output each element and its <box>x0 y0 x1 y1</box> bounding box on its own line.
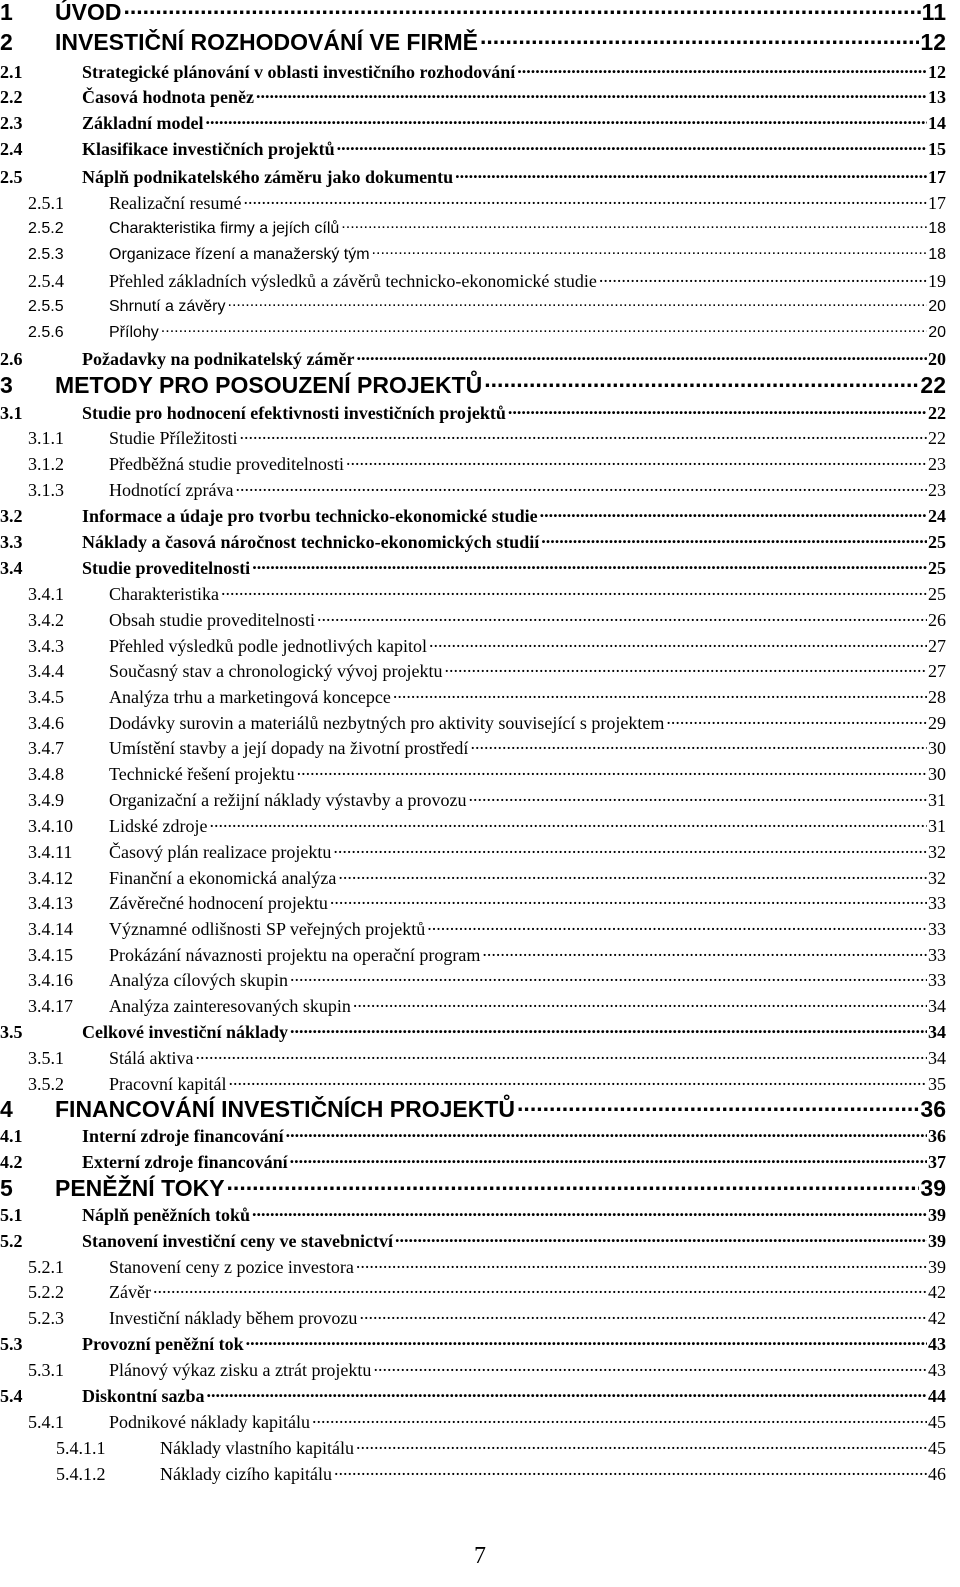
toc-entry[interactable] <box>0 556 946 579</box>
toc-entry-page: 29 <box>928 713 946 733</box>
toc-entry-title: Náklady vlastního kapitálu <box>160 1438 354 1458</box>
toc-entry[interactable] <box>28 634 946 657</box>
dot-leader <box>238 426 928 444</box>
toc-entry-title: Časová hodnota peněz <box>82 87 255 107</box>
toc-entry-number: 3.4.7 <box>28 738 109 759</box>
toc-entry[interactable] <box>0 1020 946 1043</box>
toc-entry-page: 12 <box>920 29 946 55</box>
dot-leader <box>205 1384 927 1402</box>
dot-leader <box>250 1203 927 1221</box>
toc-entry[interactable] <box>0 530 946 553</box>
toc-entry-number: 3.4.14 <box>28 919 109 940</box>
dot-leader <box>331 840 927 858</box>
toc-entry-number: 4.1 <box>0 1126 82 1147</box>
toc-entry[interactable] <box>0 347 946 370</box>
toc-entry[interactable] <box>28 478 946 501</box>
toc-entry-page: 45 <box>928 1438 946 1458</box>
toc-entry-title: Stálá aktiva <box>109 1048 194 1068</box>
toc-entry-number: 2.5.4 <box>28 271 109 292</box>
toc-entry-number: 5 <box>0 1175 55 1202</box>
toc-entry-number: 3.4 <box>0 558 82 579</box>
dot-leader <box>478 27 919 50</box>
toc-entry-number: 2.6 <box>0 349 82 370</box>
toc-entry-page: 24 <box>928 506 946 526</box>
dot-leader <box>539 530 927 548</box>
toc-entry-title: Analýza trhu a marketingová koncepce <box>109 687 391 707</box>
toc-entry-page: 25 <box>928 532 946 552</box>
toc-entry-title: Obsah studie proveditelnosti <box>109 610 315 630</box>
dot-leader <box>339 217 927 233</box>
toc-entry-page: 28 <box>928 687 946 707</box>
toc-entry-title: Realizační resumé <box>109 193 242 213</box>
toc-entry[interactable] <box>28 917 946 940</box>
toc-entry-page: 33 <box>928 893 946 913</box>
toc-entry-page: 34 <box>928 996 946 1016</box>
toc-entry-number: 3 <box>0 372 55 399</box>
dot-leader <box>225 1173 920 1196</box>
toc-entry-title: Současný stav a chronologický vývoj projektu <box>109 661 443 681</box>
toc-entry[interactable] <box>0 27 946 56</box>
toc-entry-title: Interní zdroje financování <box>82 1126 284 1146</box>
toc-entry[interactable] <box>28 321 946 342</box>
toc-entry[interactable] <box>28 762 946 785</box>
toc-entry-page: 26 <box>928 610 946 630</box>
toc-entry-page: 14 <box>928 113 946 133</box>
toc-entry-number: 3.1.2 <box>28 454 109 475</box>
toc-entry-number: 2 <box>0 29 55 56</box>
toc-entry-number: 5.2 <box>0 1231 82 1252</box>
toc-entry-number: 5.1 <box>0 1205 82 1226</box>
dot-leader <box>288 968 927 986</box>
dot-leader <box>427 634 927 652</box>
toc-entry-number: 3.4.13 <box>28 893 109 914</box>
dot-leader <box>295 762 927 780</box>
dot-leader <box>515 60 927 78</box>
toc-entry-page: 22 <box>928 428 946 448</box>
toc-entry-number: 3.1.3 <box>28 480 109 501</box>
toc-entry-number: 5.4.1.2 <box>56 1464 160 1485</box>
toc-entry[interactable] <box>28 1280 946 1303</box>
toc-entry-number: 5.4.1.1 <box>56 1438 160 1459</box>
toc-entry-number: 2.4 <box>0 139 82 160</box>
toc-entry-page: 22 <box>928 403 946 423</box>
toc-entry-number: 5.2.1 <box>28 1257 109 1278</box>
toc-entry-number: 3.2 <box>0 506 82 527</box>
toc-entry-title: Prokázání návaznosti projektu na operační program <box>109 945 481 965</box>
toc-entry-number: 3.4.9 <box>28 790 109 811</box>
dot-leader <box>288 1020 927 1038</box>
toc-entry-page: 34 <box>928 1022 946 1042</box>
toc-entry[interactable] <box>0 1173 946 1202</box>
dot-leader <box>538 504 927 522</box>
toc-entry[interactable] <box>28 582 946 605</box>
toc-entry-page: 20 <box>928 324 946 341</box>
toc-entry[interactable] <box>28 217 946 238</box>
toc-entry-title: Informace a údaje pro tvorbu technicko-ekonomické studie <box>82 506 538 526</box>
dot-leader <box>370 243 928 259</box>
toc-entry[interactable] <box>28 426 946 449</box>
toc-entry[interactable] <box>0 1094 946 1123</box>
toc-entry-page: 34 <box>928 1048 946 1068</box>
toc-entry-number: 3.4.17 <box>28 996 109 1017</box>
toc-entry-number: 3.4.8 <box>28 764 109 785</box>
toc-entry-page: 33 <box>928 919 946 939</box>
toc-entry-number: 3.5.2 <box>28 1074 109 1095</box>
toc-entry[interactable] <box>0 1203 946 1226</box>
dot-leader <box>284 1124 927 1142</box>
toc-entry-number: 5.2.2 <box>28 1282 109 1303</box>
toc-entry[interactable] <box>28 840 946 863</box>
dot-leader <box>357 1306 927 1324</box>
toc-entry-page: 11 <box>921 0 946 25</box>
toc-entry[interactable] <box>0 137 946 160</box>
toc-entry[interactable] <box>0 1384 946 1407</box>
toc-entry-page: 23 <box>928 480 946 500</box>
toc-entry[interactable] <box>0 1332 946 1355</box>
toc-entry-title: FINANCOVÁNÍ INVESTIČNÍCH PROJEKTŮ <box>55 1096 516 1122</box>
toc-entry[interactable] <box>28 295 946 316</box>
toc-entry-number: 3.4.15 <box>28 945 109 966</box>
toc-entry-page: 42 <box>928 1308 946 1328</box>
toc-entry-page: 36 <box>928 1126 946 1146</box>
toc-entry-number: 5.3 <box>0 1334 82 1355</box>
dot-leader <box>204 111 927 129</box>
toc-entry-page: 33 <box>928 945 946 965</box>
toc-entry-page: 39 <box>928 1231 946 1251</box>
toc-entry[interactable] <box>28 1046 946 1069</box>
toc-entry-title: PENĚŽNÍ TOKY <box>55 1175 225 1201</box>
toc-entry-title: Charakteristika firmy a jejích cílů <box>109 220 340 237</box>
toc-entry-page: 13 <box>928 87 946 107</box>
toc-entry-page: 39 <box>928 1205 946 1225</box>
dot-leader <box>332 1462 927 1480</box>
toc-entry-title: Finanční a ekonomická analýza <box>109 868 337 888</box>
toc-entry-page: 25 <box>928 584 946 604</box>
dot-leader <box>354 1436 927 1454</box>
toc-entry-title: Náplň podnikatelského záměru jako dokumentu <box>82 167 454 187</box>
toc-entry-number: 2.5 <box>0 167 82 188</box>
toc-entry[interactable] <box>28 191 946 214</box>
toc-entry-page: 43 <box>928 1360 946 1380</box>
toc-entry-number: 3.5 <box>0 1022 82 1043</box>
toc-entry-page: 31 <box>928 816 946 836</box>
toc-entry[interactable] <box>28 736 946 759</box>
toc-entry-number: 2.5.3 <box>28 246 109 264</box>
toc-entry[interactable] <box>0 1150 946 1173</box>
dot-leader <box>250 556 927 574</box>
toc-entry[interactable] <box>28 685 946 708</box>
toc-entry-page: 33 <box>928 970 946 990</box>
dot-leader <box>482 370 919 393</box>
toc-entry[interactable] <box>28 1255 946 1278</box>
dot-leader <box>151 1280 927 1298</box>
toc-entry-title: Náklady a časová náročnost technicko-ekonomických studií <box>82 532 540 552</box>
toc-entry-number: 2.5.6 <box>28 324 109 342</box>
toc-entry-page: 45 <box>928 1412 946 1432</box>
toc-entry-title: Analýza cílových skupin <box>109 970 288 990</box>
dot-leader <box>344 452 927 470</box>
dot-leader <box>393 1229 927 1247</box>
toc-entry-title: Předběžná studie proveditelnosti <box>109 454 344 474</box>
toc-entry-number: 5.3.1 <box>28 1360 109 1381</box>
toc-entry-page: 20 <box>928 349 946 369</box>
dot-leader <box>425 917 927 935</box>
toc-entry-number: 3.4.3 <box>28 636 109 657</box>
toc-entry-title: Technické řešení projektu <box>109 764 295 784</box>
toc-entry-title: Diskontní sazba <box>82 1386 205 1406</box>
toc-entry[interactable] <box>28 788 946 811</box>
toc-entry-title: Přílohy <box>109 324 159 341</box>
dot-leader <box>288 1150 927 1168</box>
toc-entry-title: Shrnutí a závěry <box>109 298 226 315</box>
toc-entry-page: 23 <box>928 454 946 474</box>
toc-entry-number: 3.5.1 <box>28 1048 109 1069</box>
toc-entry[interactable] <box>0 85 946 108</box>
dot-leader <box>391 685 927 703</box>
dot-leader <box>371 1358 927 1376</box>
toc-entry-title: INVESTIČNÍ ROZHODOVÁNÍ VE FIRMĚ <box>55 29 478 55</box>
toc-entry-title: Podnikové náklady kapitálu <box>109 1412 310 1432</box>
toc-entry[interactable] <box>28 1358 946 1381</box>
toc-entry-page: 15 <box>928 139 946 159</box>
toc-entry-number: 2.2 <box>0 87 82 108</box>
toc-entry-title: Plánový výkaz zisku a ztrát projektu <box>109 1360 372 1380</box>
toc-entry-title: Přehled výsledků podle jednotlivých kapitol <box>109 636 427 656</box>
dot-leader <box>468 736 927 754</box>
toc-entry-number: 4 <box>0 1096 55 1123</box>
toc-entry-page: 27 <box>928 636 946 656</box>
dot-leader <box>506 401 927 419</box>
toc-entry[interactable] <box>28 711 946 734</box>
toc-entry[interactable] <box>28 866 946 889</box>
toc-entry-number: 3.1 <box>0 403 82 424</box>
dot-leader <box>453 165 927 183</box>
dot-leader <box>159 321 927 337</box>
dot-leader <box>241 191 927 209</box>
toc-entry-title: Časový plán realizace projektu <box>109 842 332 862</box>
toc-entry-number: 3.4.11 <box>28 842 109 863</box>
toc-entry-page: 44 <box>928 1386 946 1406</box>
toc-entry-number: 3.4.1 <box>28 584 109 605</box>
toc-entry-title: Závěr <box>109 1282 151 1302</box>
toc-entry-number: 3.4.6 <box>28 713 109 734</box>
toc-entry-title: Umístění stavby a její dopady na životní prostředí <box>109 738 469 758</box>
toc-entry[interactable] <box>0 1229 946 1252</box>
toc-entry-number: 2.5.1 <box>28 193 109 214</box>
dot-leader <box>310 1410 927 1428</box>
toc-entry-page: 17 <box>928 167 946 187</box>
toc-entry[interactable] <box>28 659 946 682</box>
toc-entry[interactable] <box>28 608 946 631</box>
toc-entry-number: 5.2.3 <box>28 1308 109 1329</box>
toc-entry-number: 3.4.5 <box>28 687 109 708</box>
toc-entry-number: 3.4.16 <box>28 970 109 991</box>
toc-entry-title: Lidské zdroje <box>109 816 208 836</box>
dot-leader <box>254 85 927 103</box>
toc-entry-title: Studie pro hodnocení efektivnosti investičních projektů <box>82 403 506 423</box>
toc-entry-title: Strategické plánování v oblasti investičního rozhodování <box>82 62 516 82</box>
toc-entry-page: 42 <box>928 1282 946 1302</box>
dot-leader <box>121 0 920 20</box>
dot-leader <box>315 608 927 626</box>
toc-entry-title: Náplň peněžních toků <box>82 1205 251 1225</box>
toc-entry[interactable] <box>56 1462 946 1485</box>
toc-entry-number: 3.4.12 <box>28 868 109 889</box>
dot-leader <box>354 1255 927 1273</box>
toc-entry-title: Provozní peněžní tok <box>82 1334 244 1354</box>
toc-entry-title: Analýza zainteresovaných skupin <box>109 996 351 1016</box>
toc-entry-title: Externí zdroje financování <box>82 1152 288 1172</box>
dot-leader <box>336 866 927 884</box>
dot-leader <box>226 295 928 311</box>
dot-leader <box>335 137 927 155</box>
page-number: 7 <box>474 1543 486 1569</box>
toc-entry-page: 37 <box>928 1152 946 1172</box>
toc-entry-title: Základní model <box>82 113 204 133</box>
dot-leader <box>355 347 927 365</box>
toc-entry-title: Významné odlišnosti SP veřejných projektů <box>109 919 426 939</box>
toc-entry-title: Náklady cizího kapitálu <box>160 1464 332 1484</box>
dot-leader <box>328 891 927 909</box>
toc-entry-title: Pracovní kapitál <box>109 1074 227 1094</box>
toc-entry-page: 46 <box>928 1464 946 1484</box>
dot-leader <box>226 1072 927 1090</box>
toc-entry[interactable] <box>0 60 946 83</box>
toc-entry-page: 27 <box>928 661 946 681</box>
toc-entry-page: 18 <box>928 246 946 263</box>
dot-leader <box>233 478 927 496</box>
dot-leader <box>193 1046 927 1064</box>
dot-leader <box>467 788 927 806</box>
toc-entry-title: ÚVOD <box>55 0 122 25</box>
toc-entry-page: 36 <box>920 1096 946 1122</box>
toc-entry-number: 1 <box>0 0 55 26</box>
toc-entry[interactable] <box>56 1436 946 1459</box>
toc-entry-number: 2.3 <box>0 113 82 134</box>
dot-leader <box>597 269 927 287</box>
toc-entry-title: Přehled základních výsledků a závěrů technicko-ekonomické studie <box>109 271 597 291</box>
dot-leader <box>664 711 927 729</box>
toc-entry-number: 3.3 <box>0 532 82 553</box>
toc-entry-number: 3.1.1 <box>28 428 109 449</box>
toc-entry[interactable] <box>28 269 946 292</box>
toc-entry-page: 17 <box>928 193 946 213</box>
toc-entry-title: Organizace řízení a manažerský tým <box>109 246 370 263</box>
toc-entry-page: 43 <box>928 1334 946 1354</box>
toc-entry-number: 2.5.2 <box>28 220 109 238</box>
toc-entry[interactable] <box>0 401 946 424</box>
toc-entry[interactable] <box>28 1410 946 1433</box>
toc-entry-number: 3.4.4 <box>28 661 109 682</box>
toc-entry-title: Charakteristika <box>109 584 219 604</box>
dot-leader <box>351 994 927 1012</box>
toc-entry-title: Klasifikace investičních projektů <box>82 139 335 159</box>
toc-entry[interactable] <box>0 504 946 527</box>
toc-entry-page: 32 <box>928 842 946 862</box>
toc-entry-number: 5.4.1 <box>28 1412 109 1433</box>
toc-entry-page: 35 <box>928 1074 946 1094</box>
dot-leader <box>219 582 927 600</box>
dot-leader <box>207 814 927 832</box>
toc-entry[interactable] <box>28 943 946 966</box>
toc-entry[interactable] <box>28 452 946 475</box>
toc-entry-number: 5.4 <box>0 1386 82 1407</box>
dot-leader <box>515 1094 919 1117</box>
toc-entry-title: Celkové investiční náklady <box>82 1022 289 1042</box>
toc-entry-page: 19 <box>928 271 946 291</box>
toc-entry-page: 39 <box>928 1257 946 1277</box>
toc-entry[interactable] <box>0 1124 946 1147</box>
toc-entry-number: 4.2 <box>0 1152 82 1173</box>
toc-entry-page: 25 <box>928 558 946 578</box>
toc-entry-number: 2.1 <box>0 62 82 83</box>
toc-entry-title: Dodávky surovin a materiálů nezbytných pro aktivity související s projektem <box>109 713 665 733</box>
toc-entry[interactable] <box>0 165 946 188</box>
dot-leader <box>442 659 927 677</box>
toc-entry-title: Studie proveditelnosti <box>82 558 251 578</box>
toc-entry-title: Studie Příležitosti <box>109 428 238 448</box>
toc-entry-page: 30 <box>928 738 946 758</box>
toc-entry-page: 22 <box>920 372 946 398</box>
toc-entry-title: Stanovení investiční ceny ve stavebnictví <box>82 1231 393 1251</box>
toc-entry-page: 12 <box>928 62 946 82</box>
toc-entry[interactable] <box>0 111 946 134</box>
toc-entry[interactable] <box>28 814 946 837</box>
toc-entry-number: 2.5.5 <box>28 298 109 316</box>
toc-entry-page: 20 <box>928 298 946 315</box>
toc-entry-title: Organizační a režijní náklady výstavby a provozu <box>109 790 467 810</box>
toc-entry-title: Závěrečné hodnocení projektu <box>109 893 328 913</box>
toc-entry[interactable] <box>28 243 946 264</box>
toc-entry-number: 3.4.2 <box>28 610 109 631</box>
toc-entry-title: Stanovení ceny z pozice investora <box>109 1257 354 1277</box>
dot-leader <box>480 943 927 961</box>
toc-entry-page: 39 <box>920 1175 946 1201</box>
toc-entry[interactable] <box>28 1306 946 1329</box>
toc-entry[interactable] <box>28 891 946 914</box>
toc-entry-title: Hodnotící zpráva <box>109 480 234 500</box>
toc-entry[interactable] <box>28 968 946 991</box>
dot-leader <box>244 1332 927 1350</box>
toc-entry[interactable] <box>0 0 946 26</box>
toc-entry-page: 31 <box>928 790 946 810</box>
toc-entry[interactable] <box>0 370 946 399</box>
toc-entry[interactable] <box>28 994 946 1017</box>
toc-entry-number: 3.4.10 <box>28 816 109 837</box>
toc-entry-title: Požadavky na podnikatelský záměr <box>82 349 355 369</box>
toc-entry-title: METODY PRO POSOUZENÍ PROJEKTŮ <box>55 372 483 398</box>
toc-entry-page: 18 <box>928 220 946 237</box>
toc-entry[interactable] <box>28 1072 946 1095</box>
toc-entry-page: 30 <box>928 764 946 784</box>
toc-entry-page: 32 <box>928 868 946 888</box>
toc-entry-title: Investiční náklady během provozu <box>109 1308 358 1328</box>
